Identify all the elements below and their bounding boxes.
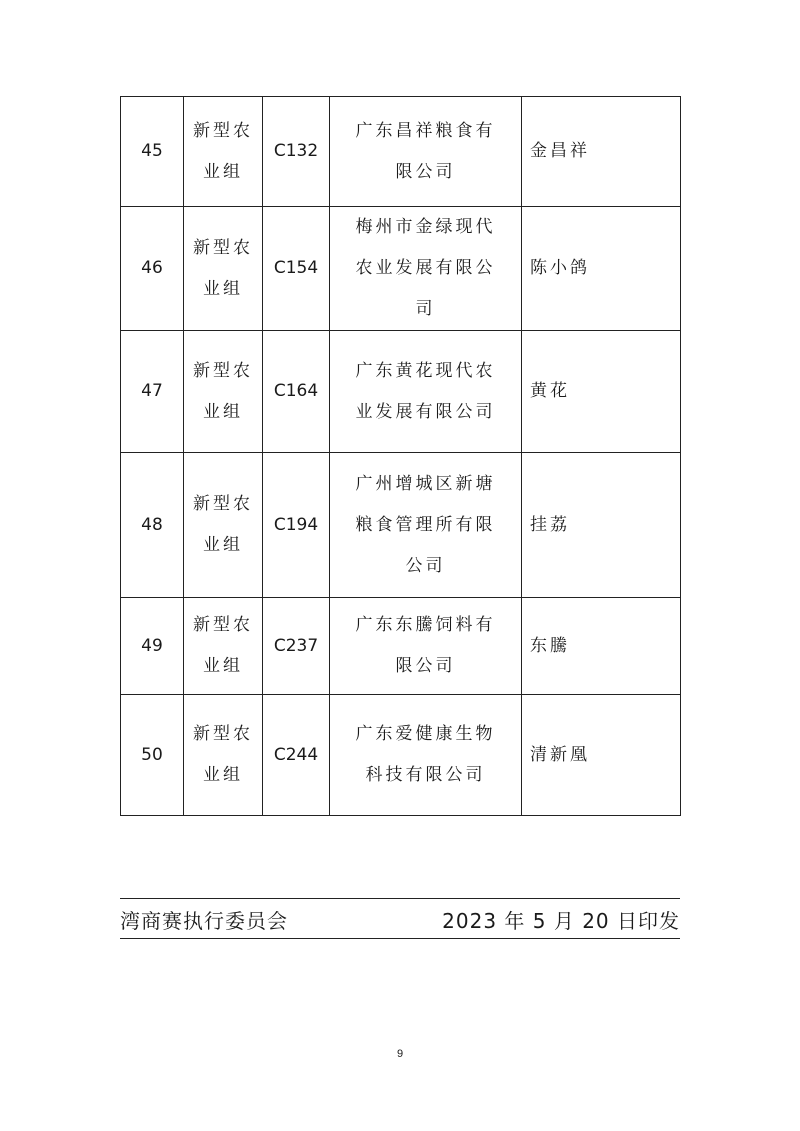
footer-issue-line [120,902,680,936]
group-cell [184,598,263,695]
group-cell [184,97,263,207]
row-number: 49 [121,598,184,695]
table-row [121,331,681,453]
row-number: 47 [121,331,184,453]
award-table [120,96,681,816]
issue-date: 2023 年 5 月 20 日印发 [442,908,680,933]
code-cell: C132 [263,97,330,207]
company-cell [330,598,522,695]
row-number: 45 [121,97,184,207]
company-text: 广东东騰饲料有限公司 [355,615,496,676]
code-cell: C244 [263,695,330,816]
brand-cell: 黄花 [522,331,681,453]
company-cell [330,97,522,207]
brand-cell: 金昌祥 [522,97,681,207]
company-text: 广东黄花现代农业发展有限公司 [355,360,496,422]
footer-top-rule [120,898,680,899]
brand-cell: 挂荔 [522,453,681,598]
row-number: 50 [121,695,184,816]
group-cell [184,331,263,453]
code-cell: C164 [263,331,330,453]
code-cell: C237 [263,598,330,695]
brand-cell: 陈小鸽 [522,207,681,331]
company-text: 梅州市金绿现代农业发展有限公司 [355,217,496,319]
table-row [121,97,681,207]
company-text: 广州增城区新塘粮食管理所有限公司 [355,473,496,576]
company-cell [330,207,522,331]
brand-cell: 清新凰 [522,695,681,816]
table-row [121,207,681,331]
company-cell [330,695,522,816]
group-text: 新型农业组 [193,237,253,299]
table-row [121,695,681,816]
page-number: 9 [396,1048,404,1060]
group-cell [184,695,263,816]
company-text: 广东爱健康生物科技有限公司 [355,724,496,785]
company-cell [330,453,522,598]
group-text: 新型农业组 [193,120,253,182]
brand-cell: 东騰 [522,598,681,695]
row-number: 46 [121,207,184,331]
code-cell: C194 [263,453,330,598]
group-text: 新型农业组 [193,494,253,555]
group-text: 新型农业组 [193,360,253,422]
row-number: 48 [121,453,184,598]
group-text: 新型农业组 [193,724,253,785]
code-cell: C154 [263,207,330,331]
group-text: 新型农业组 [193,615,253,676]
issuer-name: 湾商赛执行委员会 [120,908,288,933]
group-cell [184,207,263,331]
table-row [121,453,681,598]
company-cell [330,331,522,453]
table-row [121,598,681,695]
group-cell [184,453,263,598]
company-text: 广东昌祥粮食有限公司 [355,120,496,182]
footer-bottom-rule [120,938,680,939]
